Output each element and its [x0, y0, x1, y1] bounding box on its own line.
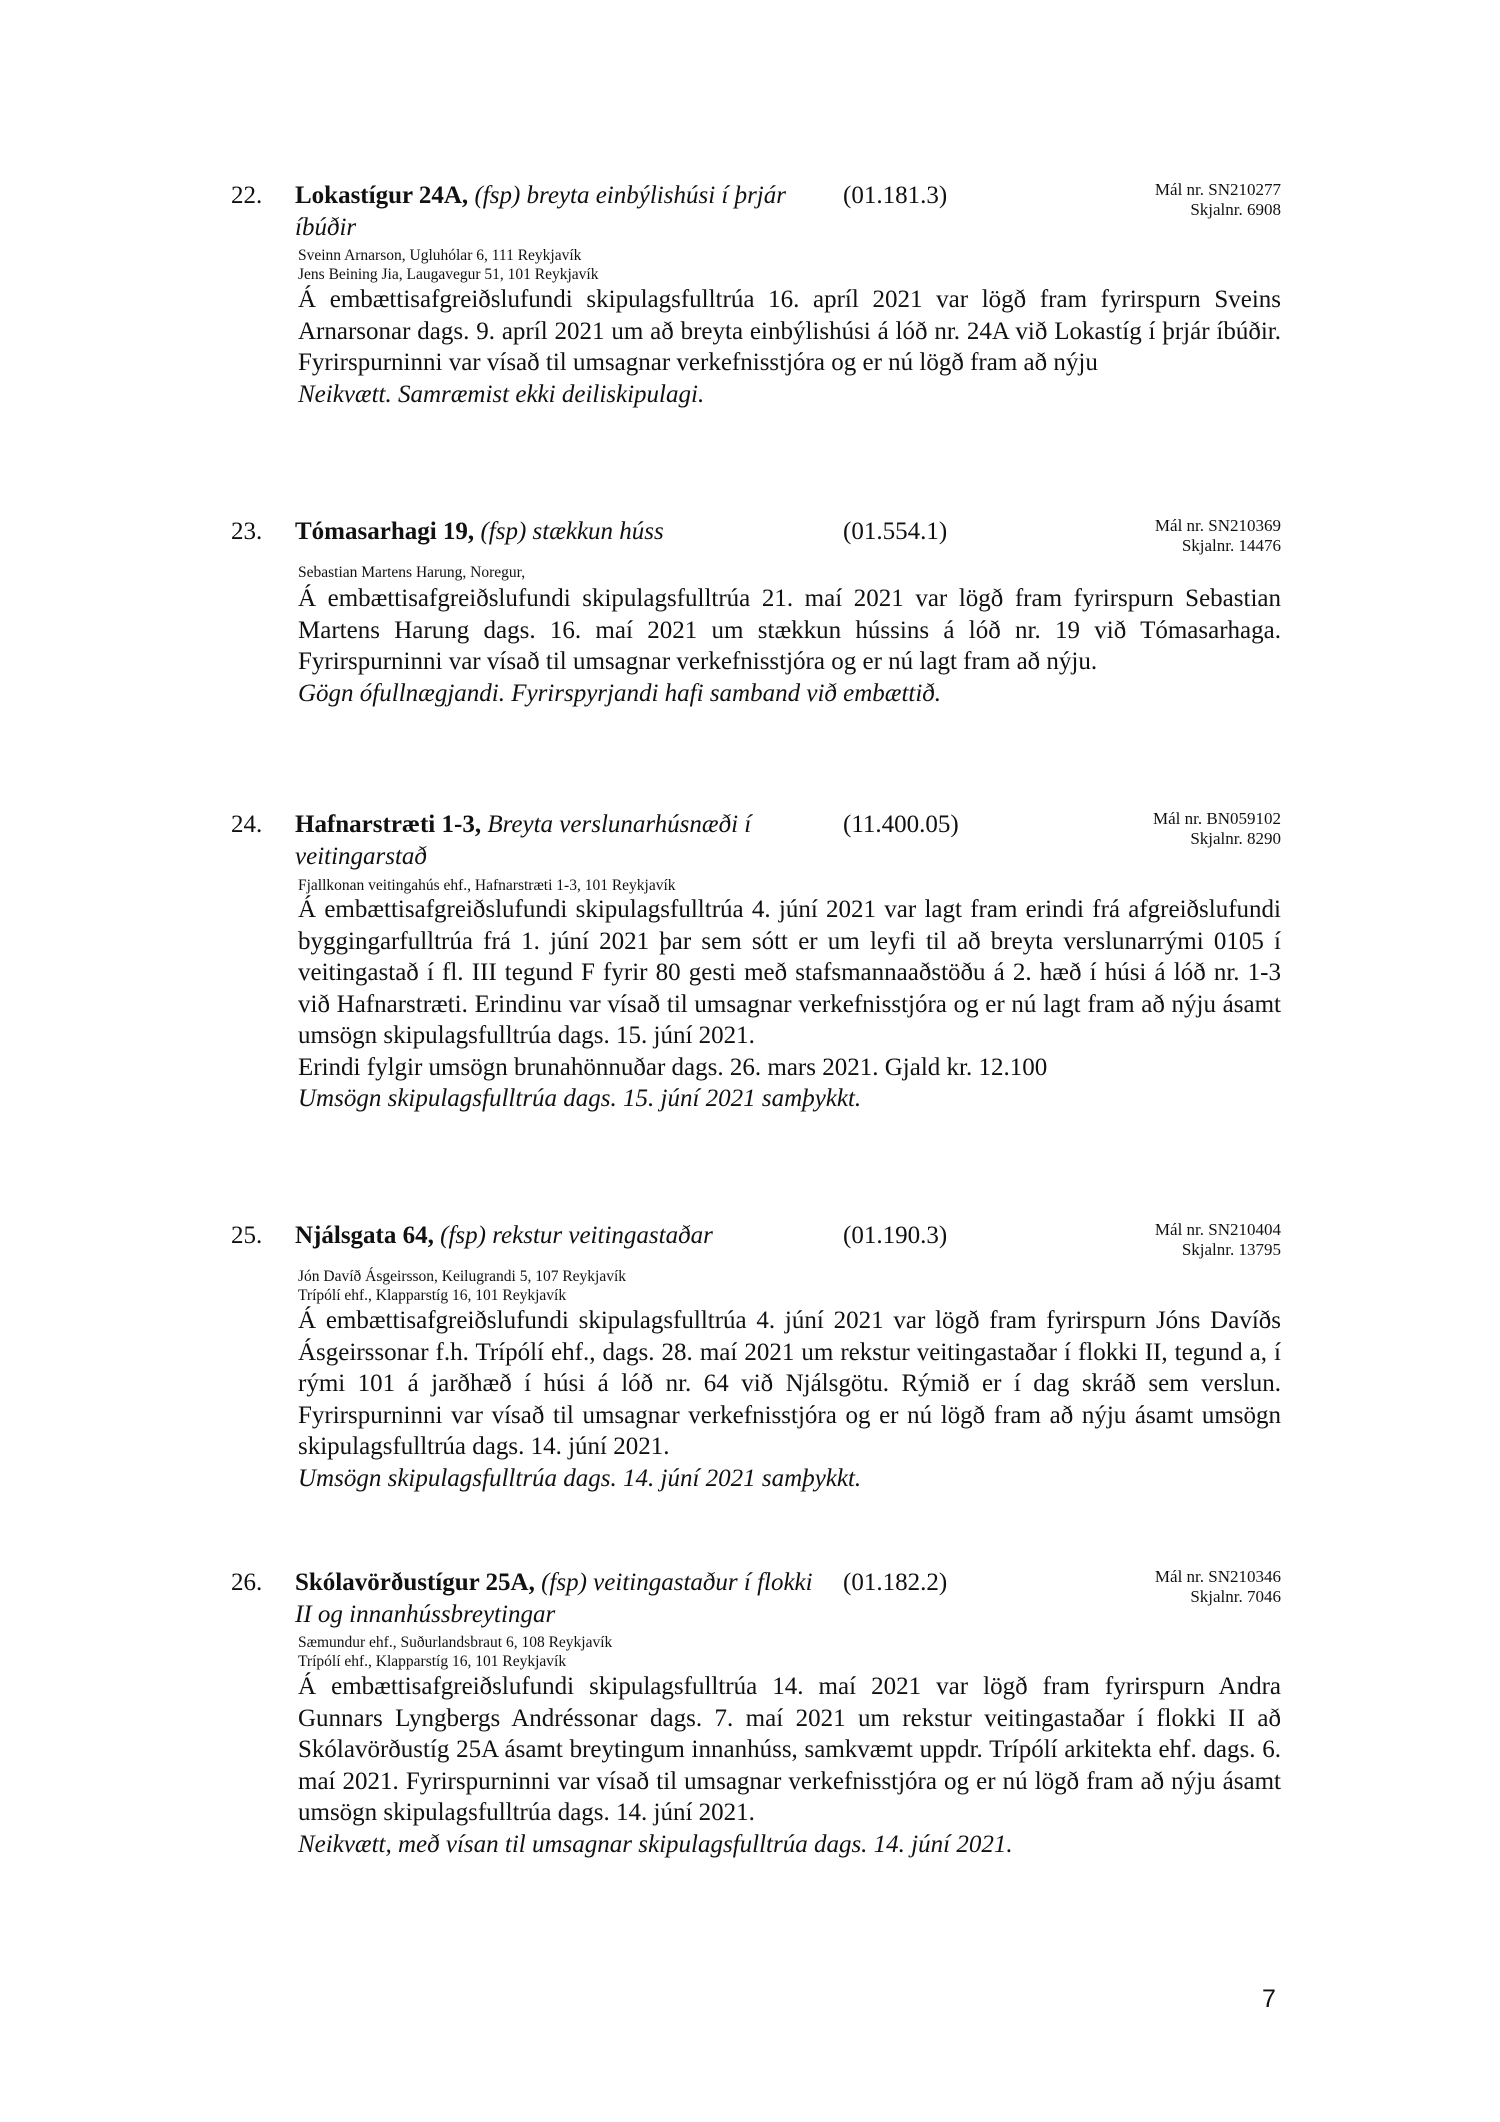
page-number: 7 [1262, 1985, 1276, 2013]
item-text: Á embættisafgreiðslufundi skipulagsfulltrúa 16. apríl 2021 var lögð fram fyrirspurn Sveins Arnarsonar dags. 9. apríl 2021 um að breyta einbýlishúsi á lóð nr. 24A við Lokastíg í þrjár íbúðir. Fyrirspurninni var vísað til umsagnar verkefnisstjóra og er nú lögð fram að nýju [298, 286, 1281, 376]
item-subject: (fsp) stækkun húss [480, 518, 664, 545]
mal-nr: Mál nr. SN210277 [1154, 180, 1281, 199]
item-subject: (fsp) rekstur veitingastaðar [440, 1222, 713, 1249]
item-address: Tómasarhagi 19, [295, 518, 475, 545]
item-title [295, 516, 835, 548]
skjalnr: Skjalnr. 13795 [1181, 1240, 1281, 1259]
case-reference [1153, 809, 1281, 849]
item-title [295, 1567, 835, 1631]
item-text: Erindi fylgir umsögn brunahönnuðar dags. 26. mars 2021. Gjald kr. 12.100 [298, 1053, 1048, 1081]
item-number: 22. [231, 182, 263, 209]
item-address: Hafnarstræti 1-3, [295, 811, 482, 838]
applicants [298, 1267, 626, 1305]
applicant: Jón Davíð Ásgeirsson, Keilugrandi 5, 107 Reykjavík [298, 1268, 627, 1285]
item-code: (01.182.2) [843, 1569, 948, 1596]
mal-nr: Mál nr. SN210404 [1154, 1220, 1281, 1239]
item-body [298, 583, 1281, 709]
applicants [298, 1633, 612, 1671]
item-title [295, 180, 835, 244]
mal-nr: Mál nr. SN210369 [1154, 516, 1281, 535]
item-address: Njálsgata 64, [295, 1222, 434, 1249]
item-title [295, 1220, 835, 1252]
item-number: 23. [231, 518, 263, 545]
item-text: Á embættisafgreiðslufundi skipulagsfulltrúa 14. maí 2021 var lögð fram fyrirspurn Andra Gunnars Lyngbergs Andréssonar dags. 7. maí 2021 um rekstur veitingastaðar í flokki II að Skólavörðustíg 25A ásamt breytingum innanhúss, samkvæmt uppdr. Trípólí arkitekta ehf. dags. 6. maí 2021. Fyrirspurninni var vísað til umsagnar verkefnisstjóra og er nú lögð fram að nýju ásamt umsögn skipulagsfulltrúa dags. 14. júní 2021. [298, 1673, 1281, 1826]
item-result: Umsögn skipulagsfulltrúa dags. 15. júní 2021 samþykkt. [298, 1085, 862, 1112]
item-code: (01.181.3) [843, 182, 948, 209]
applicant: Jens Beining Jia, Laugavegur 51, 101 Reykjavík [298, 266, 599, 283]
mal-nr: Mál nr. SN210346 [1154, 1567, 1281, 1586]
applicants [298, 563, 525, 582]
applicants [298, 876, 676, 895]
item-text: Á embættisafgreiðslufundi skipulagsfulltrúa 21. maí 2021 var lögð fram fyrirspurn Sebastian Martens Harung dags. 16. maí 2021 um stækkun hússins á lóð nr. 19 við Tómasarhaga. Fyrirspurninni var vísað til umsagnar verkefnisstjóra og er nú lagt fram að nýju. [298, 585, 1281, 675]
item-address: Lokastígur 24A, [295, 182, 469, 209]
applicant: Sæmundur ehf., Suðurlandsbraut 6, 108 Reykjavík [298, 1634, 613, 1651]
item-code: (01.554.1) [843, 518, 948, 545]
item-result: Neikvætt, með vísan til umsagnar skipulagsfulltrúa dags. 14. júní 2021. [298, 1830, 1013, 1858]
item-subject: Breyta verslunarhúsnæði í veitingarstað [295, 811, 752, 870]
item-body [298, 894, 1281, 1115]
applicant: Trípólí ehf., Klapparstíg 16, 101 Reykjavík [298, 1653, 567, 1670]
item-body [298, 1305, 1281, 1494]
item-title [295, 809, 835, 873]
case-reference [1155, 180, 1281, 220]
item-result: Umsögn skipulagsfulltrúa dags. 14. júní 2021 samþykkt. [298, 1464, 862, 1492]
item-address: Skólavörðustígur 25A, [295, 1569, 535, 1596]
skjalnr: Skjalnr. 6908 [1190, 200, 1281, 219]
item-text: Á embættisafgreiðslufundi skipulagsfulltrúa 4. júní 2021 var lögð fram fyrirspurn Jóns Davíðs Ásgeirssonar f.h. Trípólí ehf., dags. 28. maí 2021 um rekstur veitingastaðar í flokki II, tegund a, í rými 101 á jarðhæð í húsi á lóð nr. 64 við Njálsgötu. Rýmið er í dag skráð sem verslun. Fyrirspurninni var vísað til umsagnar verkefnisstjóra og er nú lögð fram að nýju ásamt umsögn skipulagsfulltrúa dags. 14. júní 2021. [298, 1307, 1281, 1460]
skjalnr: Skjalnr. 7046 [1190, 1587, 1281, 1606]
applicant: Sebastian Martens Harung, Noregur, [298, 564, 526, 581]
skjalnr: Skjalnr. 8290 [1190, 829, 1281, 848]
item-text: Á embættisafgreiðslufundi skipulagsfulltrúa 4. júní 2021 var lagt fram erindi frá afgreiðslufundi byggingarfulltrúa frá 1. júní 2021 þar sem sótt er um leyfi til að breyta verslunarrými 0105 í veitingastað í fl. III tegund F fyrir 80 gesti með stafsmannaaðstöðu á 2. hæð í húsi á lóð nr. 1-3 við Hafnarstræti. Erindinu var vísað til umsagnar verkefnisstjóra og er nú lagt fram að nýju ásamt umsögn skipulagsfulltrúa dags. 15. júní 2021. [298, 896, 1281, 1049]
mal-nr: Mál nr. BN059102 [1153, 809, 1281, 828]
applicant: Fjallkonan veitingahús ehf., Hafnarstræti 1-3, 101 Reykjavík [298, 877, 676, 894]
case-reference [1155, 1567, 1281, 1607]
case-reference [1155, 516, 1281, 556]
case-reference [1155, 1220, 1281, 1260]
item-code: (11.400.05) [843, 811, 959, 838]
skjalnr: Skjalnr. 14476 [1181, 536, 1281, 555]
applicants [298, 246, 598, 284]
applicant: Sveinn Arnarson, Ugluhólar 6, 111 Reykjavík [298, 247, 582, 264]
item-number: 26. [231, 1569, 263, 1596]
item-body [298, 1671, 1281, 1860]
item-result: Gögn ófullnægjandi. Fyrirspyrjandi hafi samband við embættið. [298, 679, 942, 707]
item-subject: (fsp) breyta einbýlishúsi í þrjár íbúðir [295, 182, 786, 241]
item-code: (01.190.3) [843, 1222, 948, 1249]
applicant: Trípólí ehf., Klapparstíg 16, 101 Reykjavík [298, 1287, 567, 1304]
item-body [298, 284, 1281, 410]
item-result: Neikvætt. Samræmist ekki deiliskipulagi. [298, 380, 705, 408]
item-number: 25. [231, 1222, 263, 1249]
item-subject: (fsp) veitingastaður í flokki II og innanhússbreytingar [295, 1569, 813, 1628]
item-number: 24. [231, 811, 263, 838]
